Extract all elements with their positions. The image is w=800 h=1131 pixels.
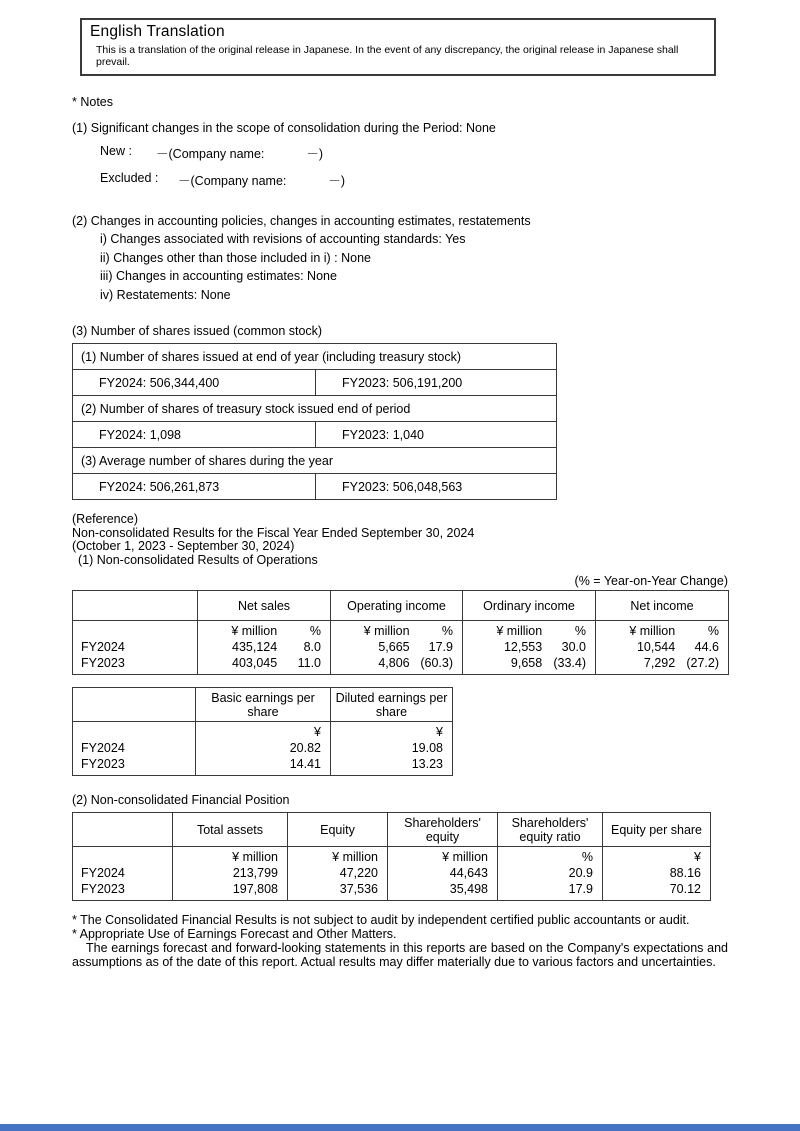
shareholders-equity-cell [388,847,498,901]
eps-table [72,687,453,776]
accounting-item-1: i) Changes associated with revisions of accounting standards: Yes [100,232,466,246]
value-cell: 20.82 [289,741,321,756]
yoy-change-note: (% = Year-on-Year Change) [574,574,728,589]
value-cell: 7,292 [643,656,676,671]
value-cell: 47,220 [339,866,378,881]
unit-pct-label: % [707,624,719,639]
pct-cell: 11.0 [297,656,321,671]
accounting-item-3: iii) Changes in accounting estimates: None [100,269,337,283]
scope-excluded-close: －) [328,174,346,188]
value-cell: 13.23 [411,757,443,772]
ordinary-income-cell [463,621,596,675]
shares-row2-title: (2) Number of shares of treasury stock issued end of period [73,396,557,422]
table-header-row [73,813,711,847]
equity-cell [288,847,388,901]
operating-income-cell [331,621,463,675]
notes-heading: * Notes [72,95,113,109]
table-header-row [73,688,453,722]
accounting-item-2: ii) Changes other than those included in i) : None [100,250,371,265]
scope-excluded-label: Excluded : [100,171,159,185]
pct-cell: (27.2) [686,656,719,671]
scope-consolidation-line: (1) Significant changes in the scope of consolidation during the Period: None [72,121,496,135]
spacer-line [73,623,197,639]
equity-ratio-cell [498,847,603,901]
unit-label: % [581,850,593,865]
table-row [73,448,557,474]
scope-new-close: －) [306,147,324,161]
value-cell: 70.12 [669,882,701,897]
value-cell: 12,553 [503,640,543,655]
col-header-diluted-eps: Diluted earnings per share [331,688,453,722]
value-cell: 10,544 [636,640,676,655]
shares-row2-fy2024: FY2024: 1,098 [73,422,316,448]
unit-label: ¥ million [442,850,488,865]
value-cell: 20.9 [568,866,593,881]
row-label-fy2023: FY2023 [81,882,125,897]
unit-yen-label: ¥ [314,725,321,740]
table-row [73,422,557,448]
shares-row3-title: (3) Average number of shares during the year [73,448,557,474]
row-label-cell [73,722,196,776]
blank-header-cell [73,813,173,847]
scope-new-row [100,144,800,162]
col-header-total-assets: Total assets [173,813,288,847]
col-header-operating-income: Operating income [331,591,463,621]
financial-position-heading: (2) Non-consolidated Financial Position [72,793,290,808]
value-cell: 19.08 [411,741,443,756]
value-cell: 197,808 [232,882,278,897]
unit-label: ¥ million [363,624,410,639]
unit-label: ¥ million [496,624,543,639]
shares-row3-fy2023: FY2023: 506,048,563 [316,474,557,500]
spacer-line [73,849,172,865]
unit-pct-label: % [441,624,453,639]
value-cell: 88.16 [669,866,701,881]
pct-cell: 8.0 [303,640,321,655]
scope-new-label: New : [100,144,132,158]
col-header-net-income: Net income [596,591,729,621]
pct-cell: 30.0 [561,640,586,655]
bottom-blue-bar [0,1124,800,1131]
unit-label: ¥ million [629,624,676,639]
table-row [73,344,557,370]
value-cell: 35,498 [449,882,488,897]
row-label-fy2024: FY2024 [81,640,125,655]
table-row [73,474,557,500]
col-header-net-sales: Net sales [198,591,331,621]
shares-row1-title: (1) Number of shares issued at end of year (including treasury stock) [73,344,557,370]
accounting-changes-heading: (2) Changes in accounting policies, changes in accounting estimates, restatements [72,214,531,228]
results-of-operations-heading: (1) Non-consolidated Results of Operations [78,552,318,567]
row-label-fy2024: FY2024 [81,741,125,756]
audit-note: * The Consolidated Financial Results is not subject to audit by independent certified public accountants or audit. [72,913,690,928]
row-label-fy2023: FY2023 [81,656,125,671]
unit-pct-label: % [574,624,586,639]
table-row [73,396,557,422]
table-body-row [73,722,453,776]
diluted-eps-cell [331,722,453,776]
shares-row3-fy2024: FY2024: 506,261,873 [73,474,316,500]
table-body-row [73,621,729,675]
forecast-use-note: * Appropriate Use of Earnings Forecast and Other Matters. [72,927,397,942]
table-row [73,370,557,396]
value-cell: 17.9 [568,882,593,897]
net-sales-cell [198,621,331,675]
scope-excluded-company: －(Company name: [178,174,287,188]
blank-header-cell [73,688,196,722]
row-label-cell [73,621,198,675]
value-cell: 403,045 [232,656,278,671]
translation-title: English Translation [90,23,225,40]
table-body-row [73,847,711,901]
value-cell: 9,658 [510,656,543,671]
col-header-equity-per-share: Equity per share [603,813,711,847]
equity-per-share-cell [603,847,711,901]
value-cell: 4,806 [378,656,410,671]
shares-table [72,343,557,500]
pct-cell: 17.9 [428,640,453,655]
fiscal-period-line: (October 1, 2023 - September 30, 2024) [72,539,295,554]
basic-eps-cell [196,722,331,776]
shares-issued-heading: (3) Number of shares issued (common stock) [72,324,323,338]
value-cell: 213,799 [232,866,278,881]
pct-cell: (33.4) [553,656,586,671]
col-header-shareholders-equity: Shareholders' equity [388,813,498,847]
value-cell: 44,643 [449,866,488,881]
english-translation-box [80,18,716,76]
unit-yen-label: ¥ [436,725,443,740]
row-label-cell [73,847,173,901]
col-header-ordinary-income: Ordinary income [463,591,596,621]
value-cell: 5,665 [378,640,410,655]
col-header-basic-eps: Basic earnings per share [196,688,331,722]
spacer-line [73,724,195,740]
nonconsolidated-results-title: Non-consolidated Results for the Fiscal Year Ended September 30, 2024 [72,525,475,540]
reference-label: (Reference) [72,512,138,526]
col-header-equity: Equity [288,813,388,847]
col-header-equity-ratio: Shareholders' equity ratio [498,813,603,847]
shares-row1-fy2023: FY2023: 506,191,200 [316,370,557,396]
shares-row2-fy2023: FY2023: 1,040 [316,422,557,448]
forecast-disclaimer-paragraph: The earnings forecast and forward-looking statements in this reports are based on the Company's expectations and assumptions as of the date of this report. Actual results may differ materially due to various factors and uncertainties. [72,940,728,969]
value-cell: 14.41 [289,757,321,772]
scope-excluded-row [100,171,800,189]
total-assets-cell [173,847,288,901]
reference-block [72,513,800,567]
translation-disclaimer: This is a translation of the original release in Japanese. In the event of any discrepancy, the original release in Japanese shall prevail. [96,44,679,68]
unit-pct-label: % [309,624,321,639]
unit-label: ¥ [694,850,701,865]
footer-notes [72,914,728,969]
scope-new-company: －(Company name: [156,147,265,161]
row-label-fy2023: FY2023 [81,757,125,772]
net-income-cell [596,621,729,675]
value-cell: 37,536 [339,882,378,897]
table-header-row [73,591,729,621]
financial-position-table [72,812,711,901]
shares-row1-fy2024: FY2024: 506,344,400 [73,370,316,396]
row-label-fy2024: FY2024 [81,866,125,881]
pct-cell: 44.6 [694,640,719,655]
unit-label: ¥ million [332,850,378,865]
unit-label: ¥ million [232,850,278,865]
unit-label: ¥ million [231,624,278,639]
blank-header-cell [73,591,198,621]
pct-cell: (60.3) [420,656,453,671]
operations-table [72,590,729,675]
accounting-item-4: iv) Restatements: None [100,287,231,302]
value-cell: 435,124 [232,640,278,655]
